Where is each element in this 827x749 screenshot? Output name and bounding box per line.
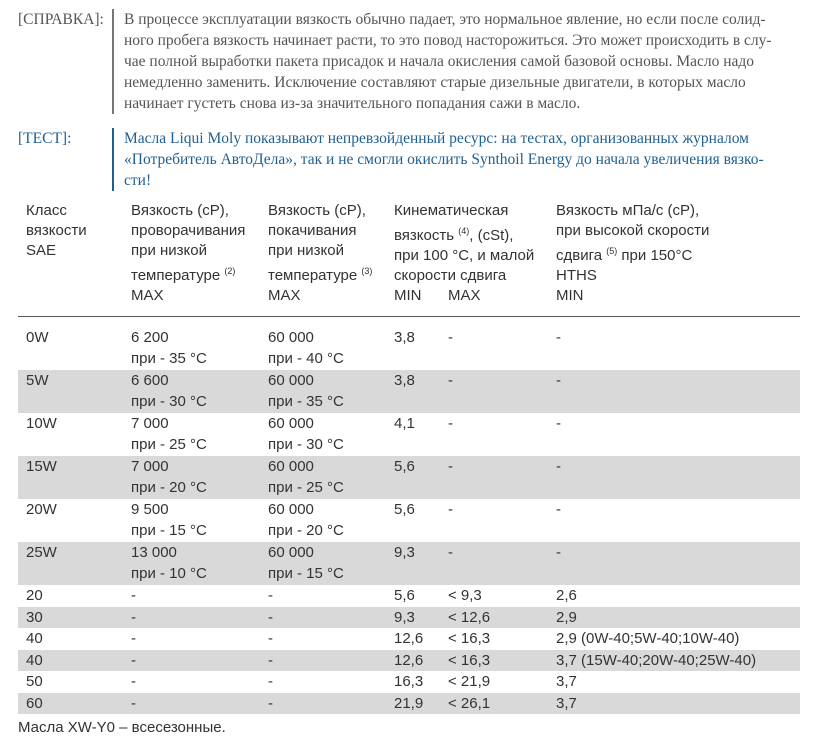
table-row: 30 - - 9,3 < 12,6 2,9	[18, 607, 800, 629]
reference-note	[18, 9, 810, 114]
test-text	[124, 128, 810, 191]
header-pumping-viscosity: Вязкость (cP), покачивания при низкой температуре $^{(3)}$ MAX	[260, 201, 386, 317]
sae-class-cell: 50	[26, 673, 43, 690]
sae-class-cell: 40	[26, 630, 43, 647]
sae-class-cell: 10W	[26, 415, 57, 432]
sae-class-cell: 5W	[18, 370, 123, 413]
sae-class-cell: 25W	[18, 542, 123, 585]
table-row: 40 - - 12,6 < 16,3 2,9 (0W-40;5W-40;10W-40)	[18, 628, 800, 650]
test-line: сти!	[124, 172, 152, 189]
table-row: 60 - - 21,9 < 26,1 3,7	[18, 693, 800, 715]
reference-line: В процессе эксплуатации вязкость обычно падает, это нормальное явление, но если после солид-	[124, 11, 766, 28]
table-header-row	[18, 201, 800, 317]
test-tag: [ТЕСТ]:	[18, 130, 72, 147]
test-divider	[112, 128, 114, 191]
table-row: 50 - - 16,3 < 21,9 3,7	[18, 671, 800, 693]
table-row: 25W 13 000 при - 10 °С 60 000 при - 15 °С 9,3 - -	[18, 542, 800, 585]
sae-class-cell: 20	[26, 587, 43, 604]
table-row: 40 - - 12,6 < 16,3 3,7 (15W-40;20W-40;25W-40)	[18, 650, 800, 672]
sae-class-cell: 0W	[26, 329, 49, 346]
test-note	[18, 128, 810, 191]
test-line: «Потребитель АвтоДела», так и не смогли окислить Synthoil Energy до начала увеличения вязко-	[124, 151, 764, 168]
reference-line: чае полной выработки пакета присадок и начала окисления самой базовой основы. Масло надо	[124, 53, 755, 70]
table-row: 15W 7 000 при - 20 °С 60 000 при - 25 °С 5,6 - -	[18, 456, 800, 499]
header-cranking-viscosity: Вязкость (cP), проворачивания при низкой температуре $^{(2)}$ MAX	[123, 201, 260, 317]
reference-divider	[112, 9, 114, 114]
reference-tag: [СПРАВКА]:	[18, 11, 104, 28]
table-row: 20W 9 500 при - 15 °С 60 000 при - 20 °С 5,6 - -	[18, 499, 800, 542]
footer-note: Масла XW-Y0 – всесезонные.	[18, 719, 226, 736]
table-row: 5W 6 600 при - 30 °С 60 000 при - 35 °С 3,8 - -	[18, 370, 800, 413]
header-sae-class: Класс вязкости SAE	[18, 201, 123, 317]
header-kinematic-viscosity: Кинематическая вязкость $^{(4)}$, (cSt), при 100 °С, и малой скорости сдвига MIN MAX	[386, 201, 548, 317]
table-row: 0W 6 200 при - 35 °С 60 000 при - 40 °С 3,8 - -	[18, 327, 800, 370]
reference-line: немедленно заменить. Исключение составляют старые дизельные двигатели, в которых масло	[124, 74, 746, 91]
sae-class-cell: 30	[18, 607, 123, 629]
header-hths-viscosity: Вязкость мПа/с (cP), при высокой скорости сдвига $^{(5)}$ при 150°C HTHS MIN	[548, 201, 800, 317]
sae-class-cell: 60	[18, 693, 123, 715]
reference-text	[124, 9, 810, 114]
sae-class-cell: 40	[18, 650, 123, 672]
sae-class-cell: 20W	[26, 501, 57, 518]
test-line: Масла Liqui Moly показывают непревзойденный ресурс: на тестах, организованных журналом	[124, 130, 749, 147]
reference-line: начинает густеть снова из-за значительного попадания сажи в масло.	[124, 95, 581, 112]
sae-class-cell: 15W	[18, 456, 123, 499]
table-row: 20 - - 5,6 < 9,3 2,6	[18, 585, 800, 607]
viscosity-table	[18, 201, 800, 714]
table-row: 10W 7 000 при - 25 °С 60 000 при - 30 °С 4,1 - -	[18, 413, 800, 456]
reference-line: ного пробега вязкость начинает расти, то это повод насторожиться. Это может происходить в слу-	[124, 32, 772, 49]
